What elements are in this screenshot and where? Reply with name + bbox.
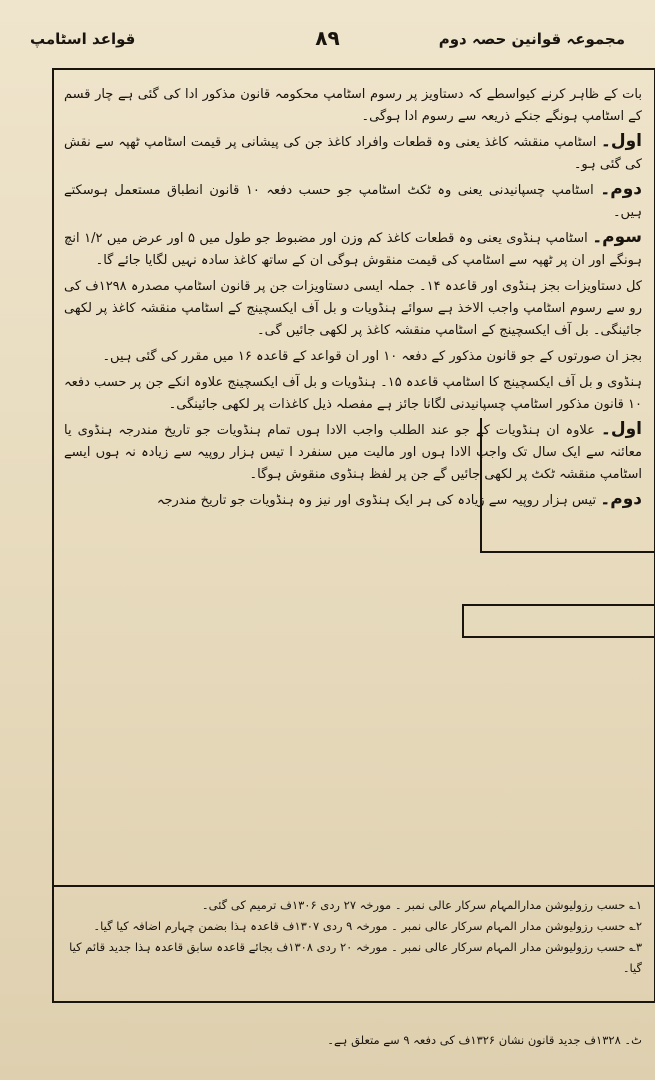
bottom-note: ٹ۔ ۱۳۲۸ف جدید قانون نشان ۱۳۲۶ف کی دفعہ ۹ سے متعلق ہے۔ <box>327 1033 642 1047</box>
paragraph: بجز ان صورتوں کے جو قانون مذکور کے دفعہ ۱۰ اور ان قواعد کے قاعدہ ۱۶ میں مقرر کی گئی ہیں۔ <box>102 349 642 364</box>
page-number: ۸۹ <box>315 26 340 50</box>
footnote-divider <box>52 885 655 887</box>
section-title: قواعد اسٹامپ <box>30 30 136 48</box>
paragraph: اول۔ اسٹامپ منقشہ کاغذ یعنی وہ قطعات وافراد کاغذ جن کی پیشانی پر قیمت اسٹامپ ٹھپہ سے نقش کی گئی ہو۔ <box>64 131 642 172</box>
rule-heading-box <box>462 604 655 638</box>
footnote: ۱؎ حسب رزولیوشن مدارالمہام سرکار عالی نمبر ۔ مورخہ ۲۷ ردی ۱۳۰۶ف ترمیم کی گئی۔ <box>201 898 642 912</box>
paragraph: بات کے ظاہر کرنے کیواسطے کہ دستاویز پر رسوم اسٹامپ محکومہ قانون مذکور ادا کی گئی ہے چار قسم کے اسٹامپ ہونگے جنکے ذریعہ سے رسوم ادا ہوگی۔ <box>64 87 642 124</box>
footnote: ۲؎ حسب رزولیوشن مدار المہام سرکار عالی نمبر ۔ مورخہ ۹ ردی ۱۳۰۷ف قاعدہ ہذا بضمن چہارم اضافہ کیا گیا۔ <box>93 919 642 933</box>
main-text <box>64 82 642 514</box>
footnotes <box>64 895 642 979</box>
paragraph: سوم۔ اسٹامپ ہنڈوی یعنی وہ قطعات کاغذ کم وزن اور مضبوط جو طول میں ۵ اور عرض میں ۱/۲ انچ ہونگے اور ان پر ٹھپہ سے اسٹامپ کی قیمت منقوش ہوگی ان کے ساتھ کاغذ سادہ نہیں لگایا جائے گا۔ <box>64 227 642 268</box>
page-header <box>30 26 625 60</box>
paragraph: دوم۔ تیس ہزار روپیہ سے زیادہ کی ہر ایک ہنڈوی اور نیز وہ ہنڈویات جو تاریخ مندرجہ <box>156 489 642 509</box>
paragraph: کل دستاویزات بجز ہنڈوی اور قاعدہ ۱۴۔ جملہ ایسی دستاویزات جن پر قانون اسٹامپ مصدرہ ۱۲۹۸ف کی رو سے رسوم اسٹامپ واجب الاخذ ہے سوائے ہنڈویات و بل آف ایکسچینج کے اسٹامپ منقشہ کاغذ پر لکھی جائینگی۔ بل آف ایکسچینج کے اسٹامپ منقشہ کاغذ پر لکھی جائیں گی۔ <box>64 279 643 338</box>
book-title: مجموعہ قوانین حصہ دوم <box>438 30 625 48</box>
paragraph: اول۔ علاوہ ان ہنڈویات کے جو عند الطلب واجب الادا ہوں تمام ہنڈویات جو تاریخ مندرجہ ہنڈوی یا معائنہ سے ایک سال تک واجب الادا ہوں اور مالیت میں سنفرد ا تیس ہزار روپیہ سے زیادہ نہ ہوں ایسے اسٹامپ منقشہ ٹکٹ پر لکھی جائیں گے جن پر لفظ ہنڈوی منقوش ہوگا۔ <box>64 419 642 482</box>
paragraph: ہنڈوی و بل آف ایکسچینج کا اسٹامپ قاعدہ ۱۵۔ ہنڈویات و بل آف ایکسچینج علاوہ انکے جن پر حسب دفعہ ۱۰ قانون مذکور اسٹامپ چسپانیدنی لگانا جائز ہے مفصلہ ذیل کاغذات پر لکھی جائینگی۔ <box>64 375 642 412</box>
paragraph: دوم۔ اسٹامپ چسپانیدنی یعنی وہ ٹکٹ اسٹامپ جو حسب دفعہ ۱۰ قانون انطباق مستعمل ہوسکتے ہیں۔ <box>64 179 642 220</box>
footnote: ۳؎ حسب رزولیوشن مدار المہام سرکار عالی نمبر ۔ مورخہ ۲۰ ردی ۱۳۰۸ف بجائے قاعدہ سابق قاعدہ ہذا جدید قائم کیا گیا۔ <box>69 940 642 975</box>
